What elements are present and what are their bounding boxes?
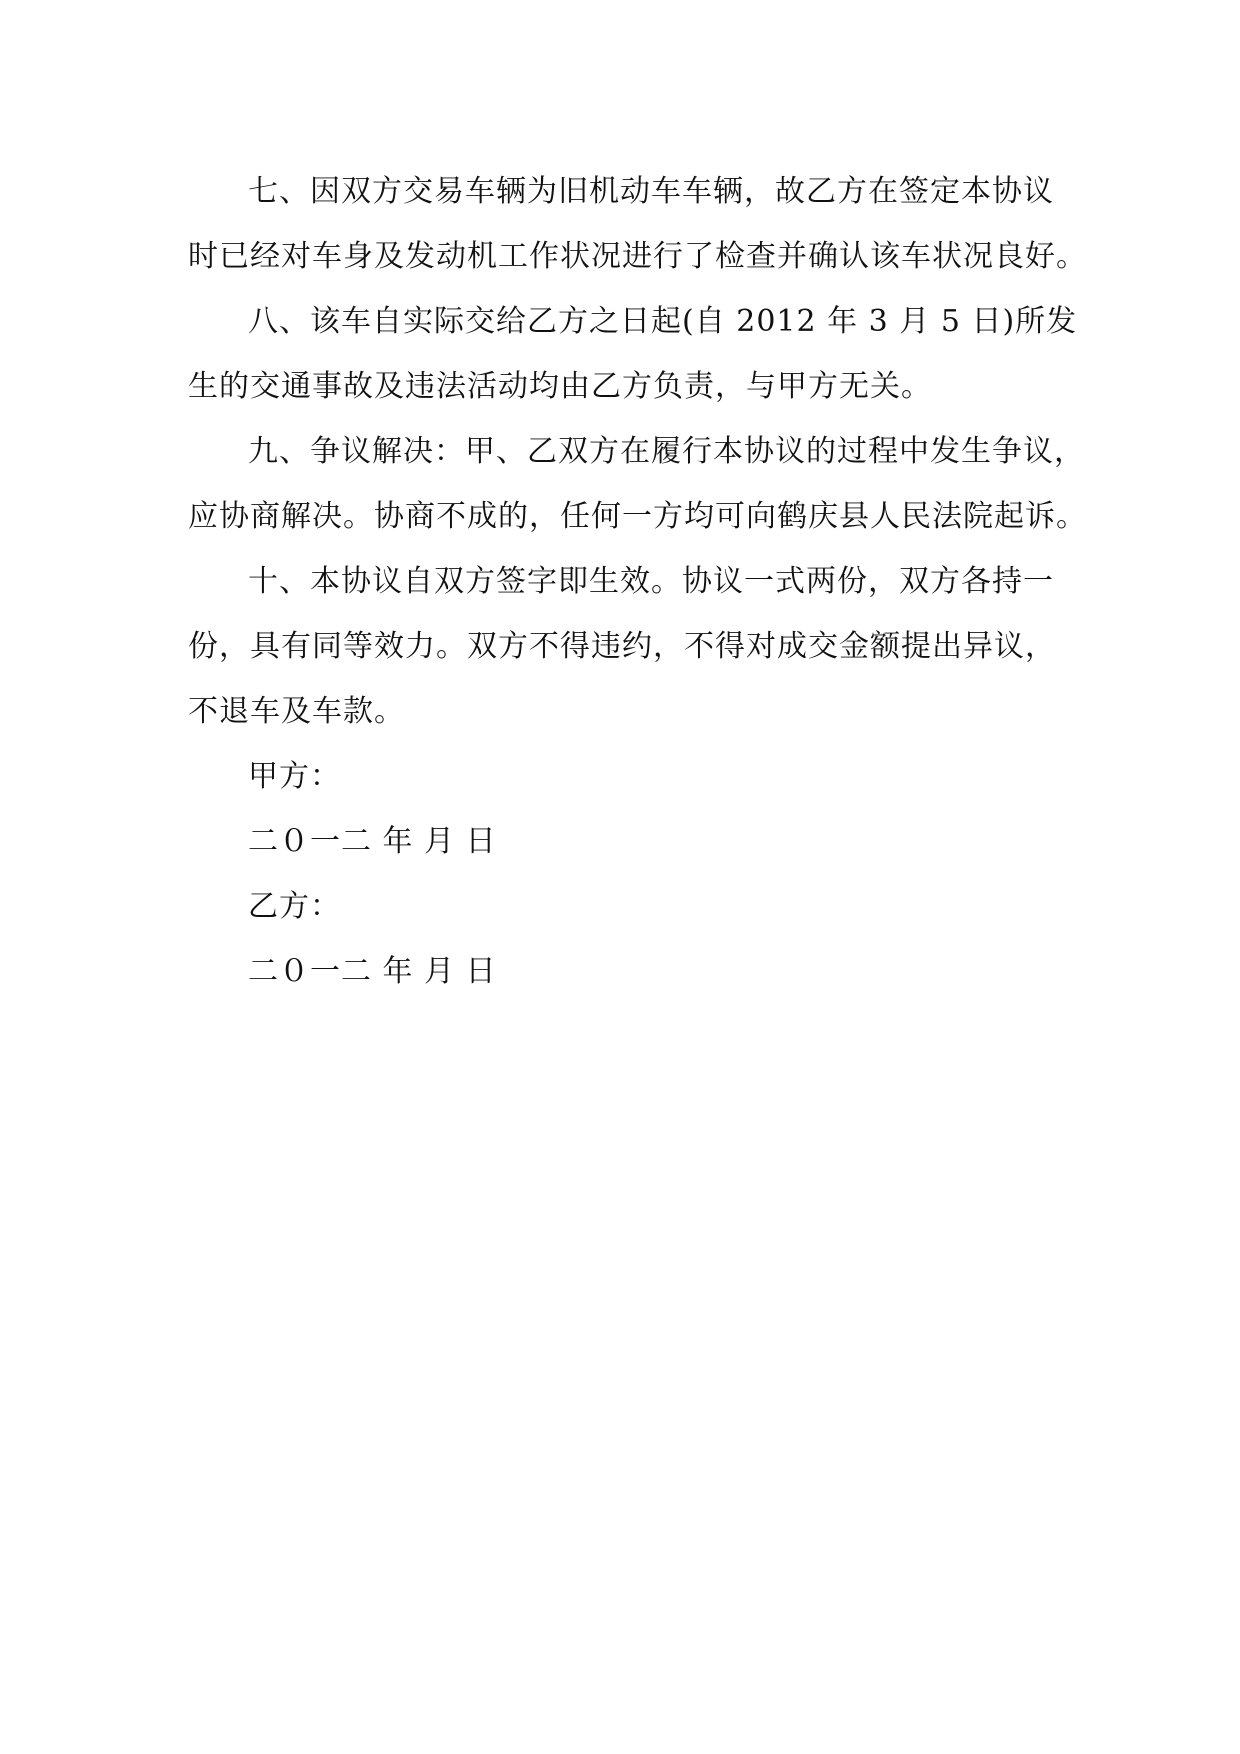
clause-10-line-1: 十、本协议自双方签字即生效。协议一式两份，双方各持一 [248,564,1054,599]
clause-8-line-2: 生的交通事故及违法活动均由乙方负责，与甲方无关。 [188,369,932,404]
party-b-label: 乙方： [248,889,341,924]
clause-8-line-1: 八、该车自实际交给乙方之日起(自 2012 年 3 月 5 日)所发 [248,304,1078,339]
clause-7-line-2: 时已经对车身及发动机工作状况进行了检查并确认该车状况良好。 [188,239,1087,274]
party-a-date: 二０一二 年 月 日 [248,824,497,859]
party-b-date: 二０一二 年 月 日 [248,954,497,989]
clause-10-line-3: 不退车及车款。 [188,694,405,729]
clause-9-paragraph [188,432,1087,537]
clause-7-paragraph [188,172,1087,277]
clause-9-line-2: 应协商解决。协商不成的，任何一方均可向鹤庆县人民法院起诉。 [188,499,1087,534]
party-a-label: 甲方： [248,759,341,794]
clause-8-paragraph [188,302,1078,407]
document-body [188,172,1087,1017]
clause-10-line-2: 份，具有同等效力。双方不得违约，不得对成交金额提出异议， [188,629,1056,664]
clause-7-line-1: 七、因双方交易车辆为旧机动车车辆，故乙方在签定本协议 [248,174,1054,209]
clause-9-line-1: 九、争议解决：甲、乙双方在履行本协议的过程中发生争议， [248,434,1085,469]
clause-10-paragraph [188,562,1068,732]
signature-block [188,757,1068,992]
